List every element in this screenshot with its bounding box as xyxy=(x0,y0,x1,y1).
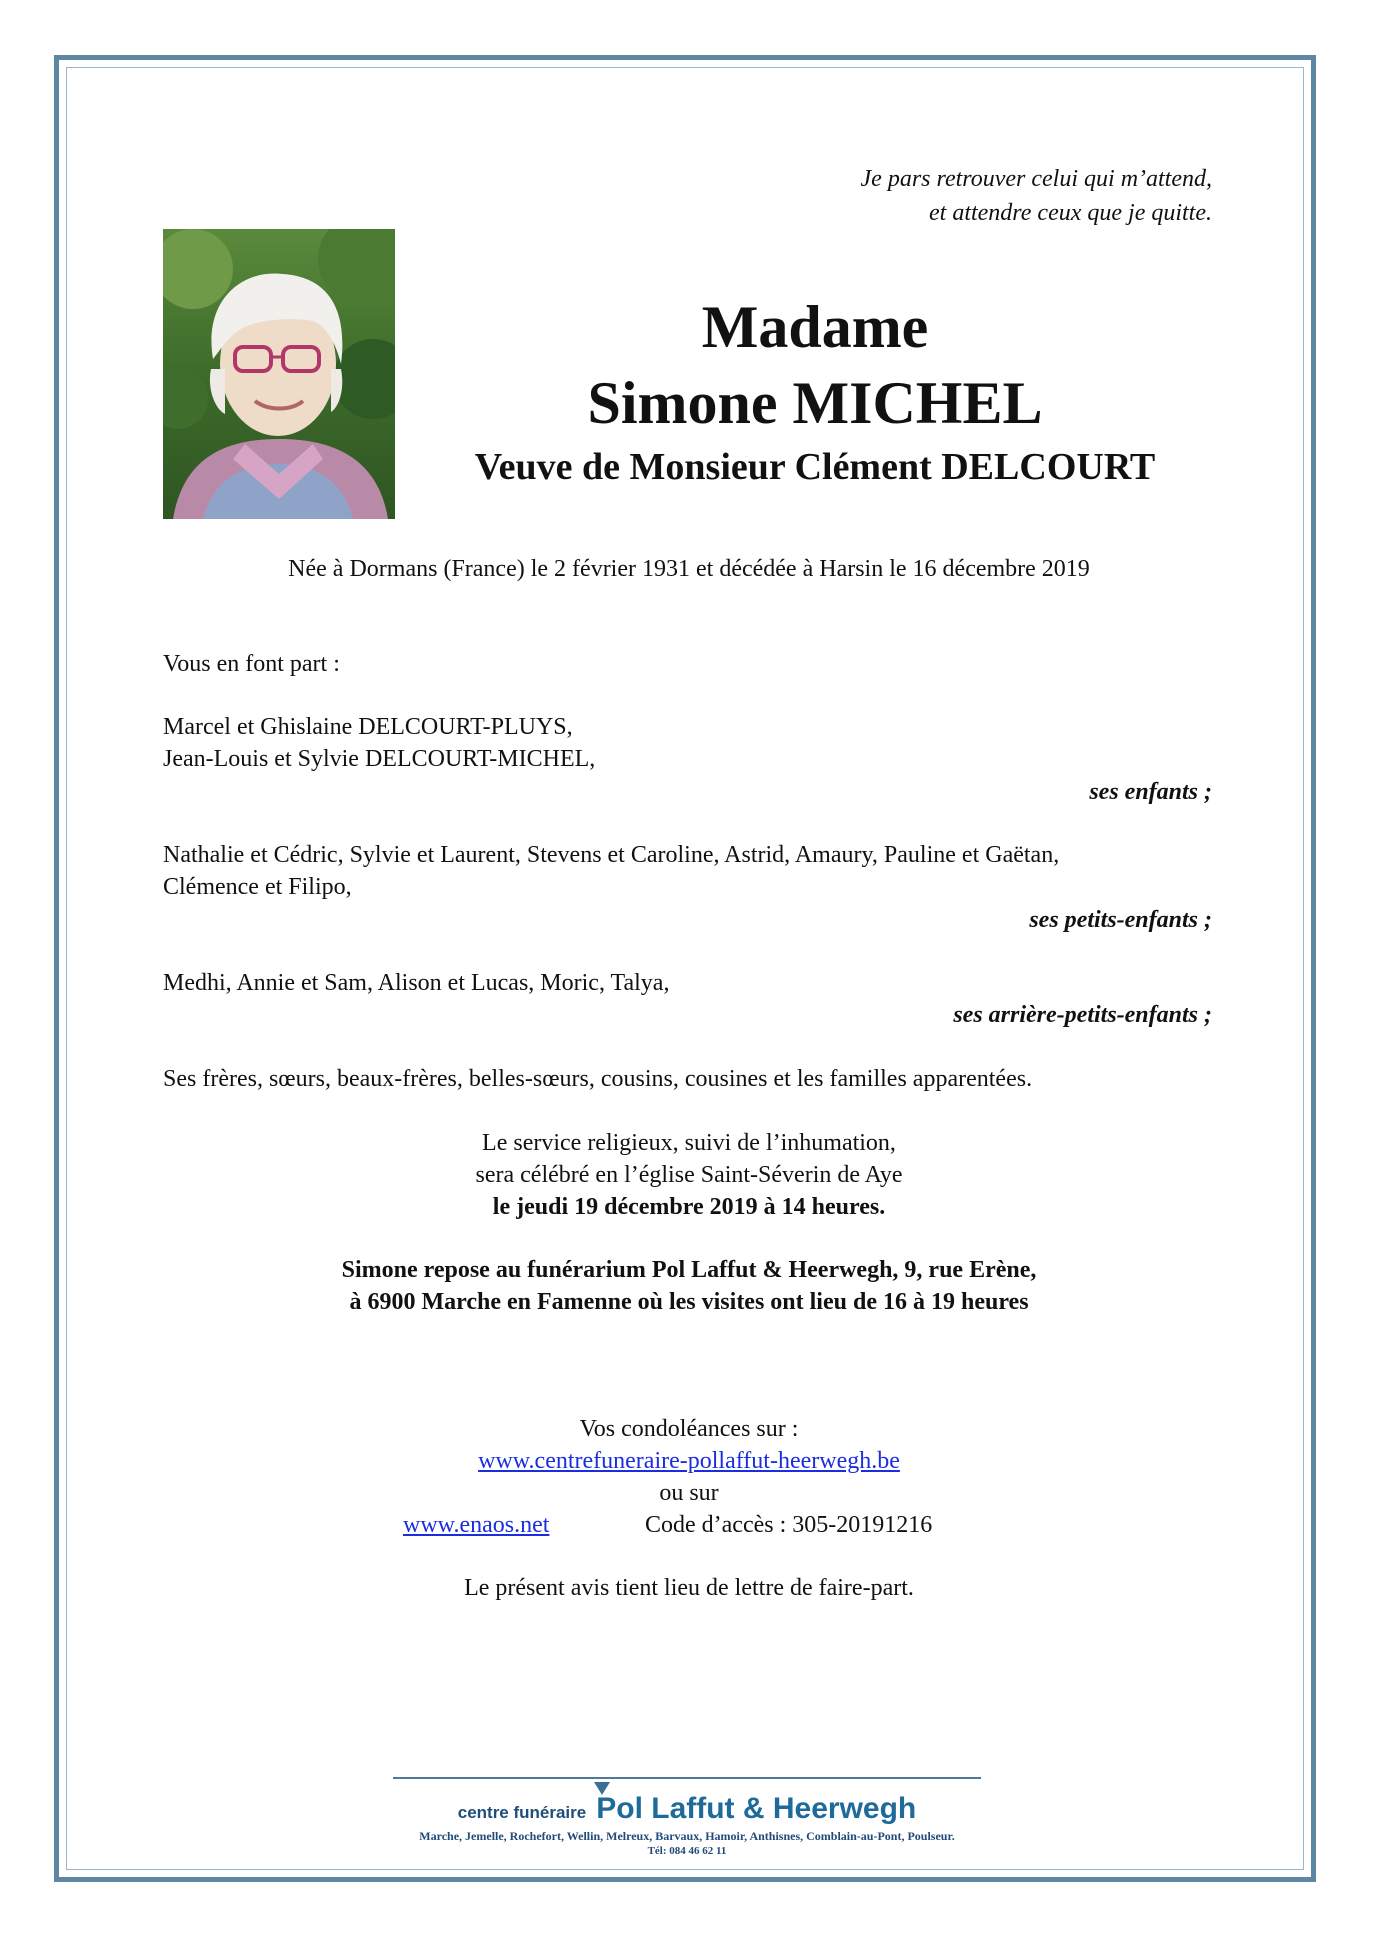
triangle-icon xyxy=(594,1782,610,1795)
footer-divider xyxy=(393,1777,981,1779)
quote-line-2: et attendre ceux que je quitte. xyxy=(929,200,1212,226)
condolences-link-1[interactable]: www.centrefuneraire-pollaffut-heerwegh.be xyxy=(478,1448,900,1474)
grandchildren-line-1: Nathalie et Cédric, Sylvie et Laurent, Stevens et Caroline, Astrid, Amaury, Pauline et Gaëtan, xyxy=(163,842,1060,868)
widow-line: Veuve de Monsieur Clément DELCOURT xyxy=(474,446,1156,488)
visit-line-2: à 6900 Marche en Famenne où les visites ont lieu de 16 à 19 heures xyxy=(349,1289,1029,1315)
visit-line-1: Simone repose au funérarium Pol Laffut & Heerwegh, 9, rue Erène, xyxy=(341,1257,1037,1283)
condolences-link-2[interactable] xyxy=(403,1509,549,1541)
deceased-name: Simone MICHEL xyxy=(587,370,1043,436)
logo-brand: Pol Laffut & Heerwegh xyxy=(596,1792,917,1825)
children-line-2: Jean-Louis et Sylvie DELCOURT-MICHEL, xyxy=(163,746,596,772)
service-line-1: Le service religieux, suivi de l’inhumation, xyxy=(482,1130,896,1156)
great-grandchildren-line-1: Medhi, Annie et Sam, Alison et Lucas, Moric, Talya, xyxy=(163,970,670,996)
great-grandchildren-label: ses arrière-petits-enfants ; xyxy=(953,1002,1212,1028)
title-madame: Madame xyxy=(701,294,929,360)
birth-death-line: Née à Dormans (France) le 2 février 1931 et décédée à Harsin le 16 décembre 2019 xyxy=(288,556,1090,582)
enaos-link[interactable]: www.enaos.net xyxy=(403,1512,550,1538)
quote-line-1: Je pars retrouver celui qui m’attend, xyxy=(860,166,1212,192)
service-line-2: sera célébré en l’église Saint-Séverin de Aye xyxy=(475,1162,903,1188)
grandchildren-label: ses petits-enfants ; xyxy=(1029,907,1212,933)
logo-text-row xyxy=(393,1792,981,1826)
condolences-intro: Vos condoléances sur : xyxy=(579,1416,799,1442)
logo-towns: Marche, Jemelle, Rochefort, Wellin, Melreux, Barvaux, Hamoir, Anthisnes, Comblain-au-Pont, Poulseur. xyxy=(419,1829,955,1843)
logo-prefix: centre funéraire xyxy=(457,1803,587,1822)
children-line-1: Marcel et Ghislaine DELCOURT-PLUYS, xyxy=(163,714,573,740)
access-code: Code d’accès : 305-20191216 xyxy=(645,1512,933,1538)
closing-line: Le présent avis tient lieu de lettre de faire-part. xyxy=(464,1575,914,1601)
condolences-link-1-row xyxy=(163,1445,1215,1477)
children-label: ses enfants ; xyxy=(1089,779,1212,805)
condolences-or: ou sur xyxy=(659,1480,719,1506)
family-line: Ses frères, sœurs, beaux-frères, belles-sœurs, cousins, cousines et les familles apparentées. xyxy=(163,1066,1033,1092)
logo-phone: Tél: 084 46 62 11 xyxy=(647,1845,727,1857)
portrait-photo xyxy=(163,229,395,519)
announce-line: Vous en font part : xyxy=(163,651,340,677)
epigraph-quote xyxy=(861,162,1212,230)
portrait-illustration xyxy=(163,229,395,519)
funeral-home-logo xyxy=(393,1782,981,1858)
service-date: le jeudi 19 décembre 2019 à 14 heures. xyxy=(492,1194,886,1220)
grandchildren-line-2: Clémence et Filipo, xyxy=(163,874,352,900)
